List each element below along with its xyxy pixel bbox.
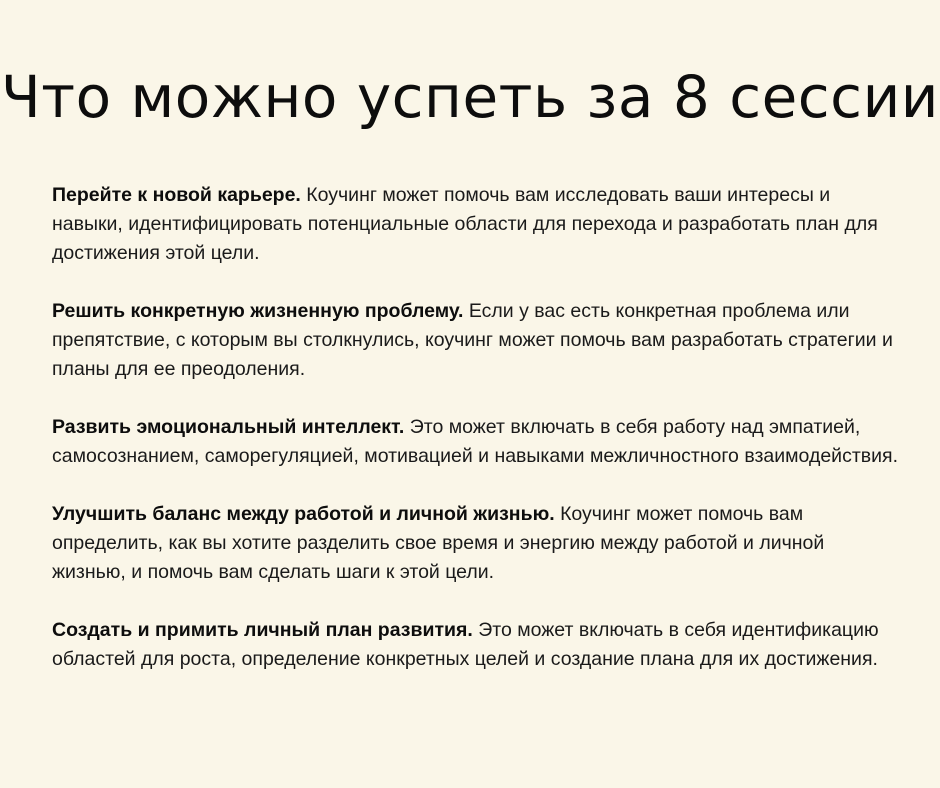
goal-heading: Решить конкретную жизненную проблему.: [52, 300, 464, 322]
goal-item-career-change: [52, 181, 902, 268]
page-title: Что можно успеть за 8 сессии: [1, 63, 939, 131]
goal-description: Коучинг может помочь вам исследовать ваши интересы и навыки, идентифицировать потенциальные области для перехода и разработать план для достижения этой цели.: [52, 184, 878, 264]
goal-heading: Улучшить баланс между работой и личной жизнью.: [52, 503, 555, 525]
goal-heading: Перейте к новой карьере.: [52, 184, 301, 206]
goal-item-development-plan: [52, 616, 902, 674]
goal-item-work-life-balance: [52, 500, 902, 587]
goal-heading: Создать и примить личный план развития.: [52, 619, 473, 641]
goal-item-life-problem: [52, 297, 902, 384]
goal-description: Коучинг может помочь вам определить, как вы хотите разделить свое время и энергию между работой и личной жизнью, и помочь вам сделать шаги к этой цели.: [52, 503, 825, 583]
goal-description: Это может включать в себя идентификацию областей для роста, определение конкретных целей и создание плана для их достижения.: [52, 619, 879, 670]
goal-heading: Развить эмоциональный интеллект.: [52, 416, 405, 438]
goal-description: Это может включать в себя работу над эмпатией, самосознанием, саморегуляцией, мотивацией и навыками межличностного взаимодействия.: [52, 416, 898, 467]
session-goals-list: [52, 181, 902, 703]
goal-description: Если у вас есть конкретная проблема или препятствие, с которым вы столкнулись, коучинг может помочь вам разработать стратегии и планы для ее преодоления.: [52, 300, 893, 380]
goal-item-emotional-intelligence: [52, 413, 902, 471]
